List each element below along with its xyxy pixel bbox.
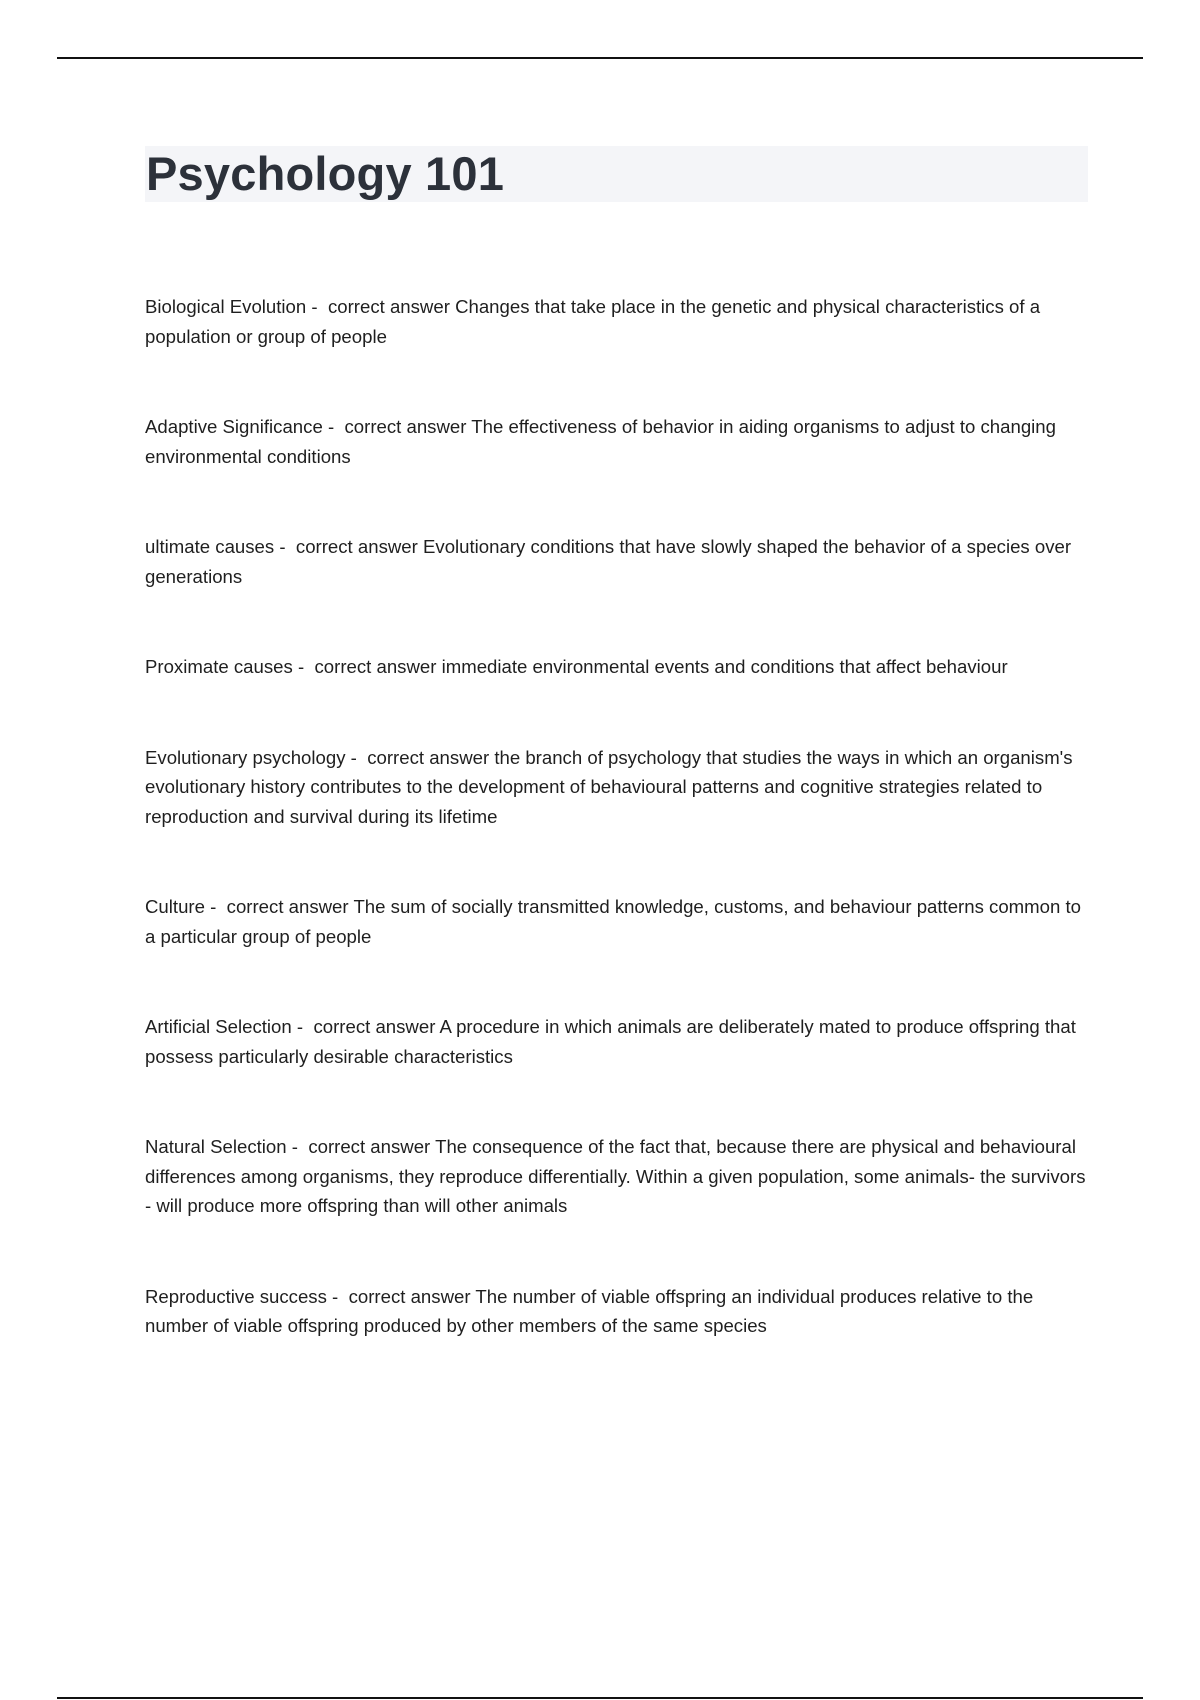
flashcard-entry [145,1282,1090,1341]
entry-term: Adaptive Significance [145,416,323,437]
entry-definition: immediate environmental events and conditions that affect behaviour [441,656,1008,677]
entry-separator: - [274,536,296,557]
entry-definition: The consequence of the fact that, because there are physical and behavioural differences among organisms, they reproduce differentially. Within a given population, some animals- the survivors - will produce more offspring than will other animals [145,1136,1086,1216]
entry-separator: - [286,1136,309,1157]
entry-separator: - [291,1016,314,1037]
flashcard-entry [145,532,1090,591]
entry-answer-label: correct answer [313,1016,436,1037]
entry-separator: - [306,296,328,317]
entry-answer-label: correct answer [226,896,349,917]
entry-answer-label: correct answer [348,1285,471,1307]
flashcard-entry [145,1132,1090,1221]
entry-definition: Evolutionary conditions that have slowly shaped the behavior of a species over generations [145,536,1072,587]
flashcard-entry [145,652,1090,682]
entry-answer-label: correct answer [327,296,450,317]
entry-answer-label: correct answer [367,746,490,768]
flashcard-entry [145,1012,1090,1071]
entry-term: Evolutionary psychology [145,746,346,768]
entry-term: Artificial Selection [145,1016,292,1037]
flashcard-list [145,292,1090,1402]
entry-separator: - [345,746,368,768]
page-title: Psychology 101 [146,147,505,200]
entry-definition: Changes that take place in the genetic and physical characteristics of a population or group of people [145,296,1041,347]
entry-term: Biological Evolution [145,296,307,317]
entry-term: Proximate causes [145,656,293,677]
entry-definition: The number of viable offspring an individual produces relative to the number of viable offspring produced by other members of the same species [145,1285,1034,1336]
entry-answer-label: correct answer [314,656,437,677]
entry-definition: The sum of socially transmitted knowledge, customs, and behaviour patterns common to a particular group of people [145,896,1082,947]
entry-separator: - [326,1285,349,1307]
flashcard-entry [145,292,1090,351]
top-divider [57,57,1143,59]
entry-separator: - [204,896,227,917]
entry-separator: - [322,416,345,437]
entry-answer-label: correct answer [344,416,467,437]
entry-answer-label: correct answer [308,1136,431,1157]
entry-term: Reproductive success [145,1285,327,1307]
entry-definition: The effectiveness of behavior in aiding organisms to adjust to changing environmental conditions [145,416,1056,467]
flashcard-entry [145,892,1090,951]
entry-term: Culture [145,896,205,917]
entry-term: Natural Selection [145,1136,287,1157]
entry-definition: A procedure in which animals are deliberately mated to produce offspring that possess particularly desirable characteristics [145,1016,1076,1067]
flashcard-entry [145,743,1090,832]
entry-definition: the branch of psychology that studies the ways in which an organism's evolutionary history contributes to the development of behavioural patterns and cognitive strategies related to reproduction and survival during its lifetime [145,746,1073,827]
entry-term: ultimate causes [145,536,275,557]
bottom-divider [57,1697,1143,1699]
entry-answer-label: correct answer [295,536,418,557]
entry-separator: - [292,656,315,677]
flashcard-entry [145,412,1090,471]
